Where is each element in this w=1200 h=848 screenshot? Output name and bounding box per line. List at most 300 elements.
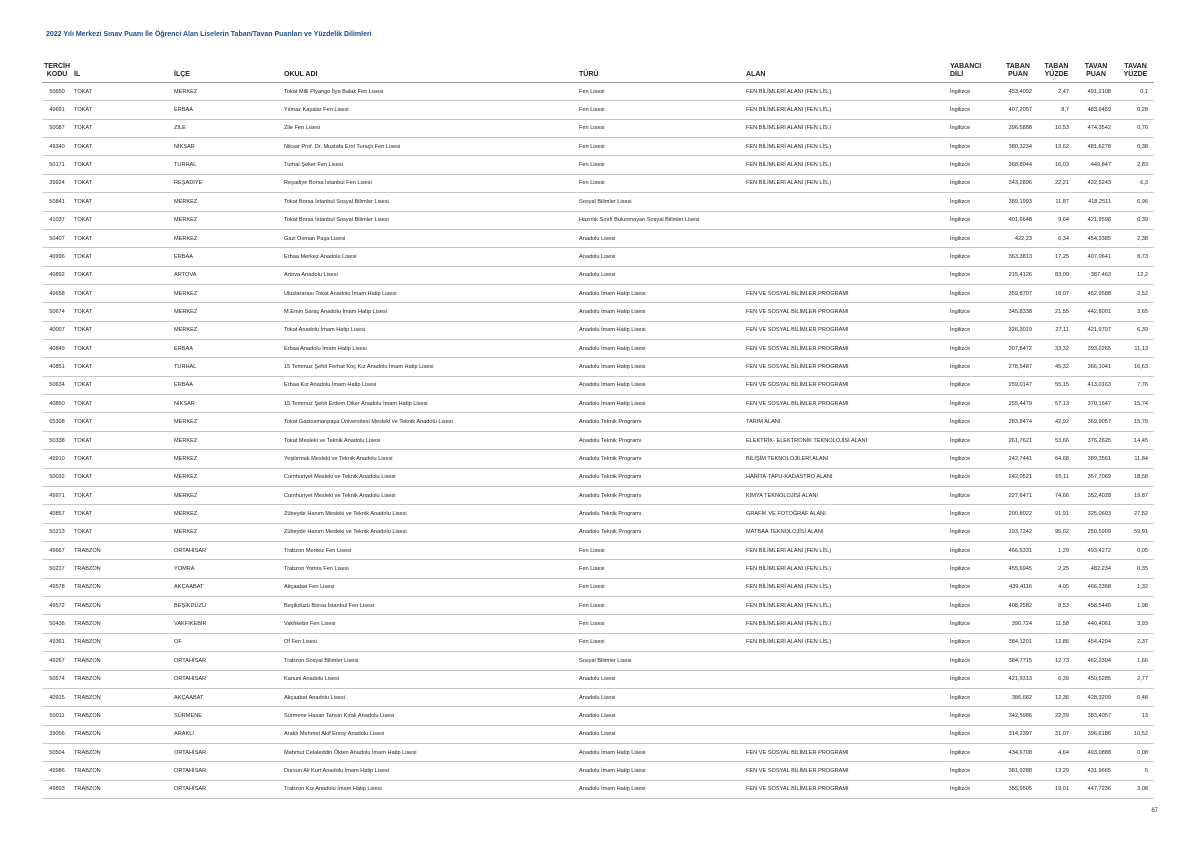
cell-taban-yuzde: 11,87 <box>1038 193 1075 211</box>
cell-il: TRABZON <box>72 670 172 688</box>
cell-alan <box>744 266 948 284</box>
cell-alan: FEN BİLİMLERİ ALANI (FEN LİS.) <box>744 578 948 596</box>
cell-alan: FEN VE SOSYAL BİLİMLER PROGRAMI <box>744 340 948 358</box>
table-row <box>42 780 1154 798</box>
table-row <box>42 119 1154 137</box>
cell-tavan-puan: 440,4061 <box>1075 615 1117 633</box>
cell-alan <box>744 688 948 706</box>
cell-turu: Anadolu Teknik Programı <box>577 486 744 504</box>
cell-tavan-puan: 466,2368 <box>1075 578 1117 596</box>
cell-yabanci-dili: İngilizce <box>948 101 998 119</box>
cell-taban-yuzde: 55,15 <box>1038 376 1075 394</box>
cell-turu: Fen Lisesi <box>577 101 744 119</box>
table-row <box>42 597 1154 615</box>
cell-ilce: AKÇAABAT <box>172 688 282 706</box>
cell-taban-yuzde: 13,62 <box>1038 138 1075 156</box>
cell-taban-puan: 242,7441 <box>998 450 1038 468</box>
cell-tercih-kodu: 39056 <box>42 725 72 743</box>
cell-alan: MATBAA TEKNOLOJİSİ ALANI <box>744 523 948 541</box>
cell-il: TOKAT <box>72 193 172 211</box>
cell-tavan-puan: 458,5446 <box>1075 597 1117 615</box>
cell-yabanci-dili: İngilizce <box>948 376 998 394</box>
cell-ilce: BEŞİKDÜZÜ <box>172 597 282 615</box>
table-row <box>42 652 1154 670</box>
cell-tavan-puan: 422,5243 <box>1075 174 1117 192</box>
table-row <box>42 248 1154 266</box>
cell-tavan-puan: 387,463 <box>1075 266 1117 284</box>
cell-alan: FEN VE SOSYAL BİLİMLER PROGRAMI <box>744 284 948 302</box>
cell-taban-puan: 386,662 <box>998 688 1038 706</box>
cell-tercih-kodu: 49910 <box>42 450 72 468</box>
cell-taban-yuzde: 1,29 <box>1038 541 1075 559</box>
cell-taban-puan: 408,2582 <box>998 597 1038 615</box>
cell-alan <box>744 652 948 670</box>
table-row <box>42 358 1154 376</box>
cell-tavan-puan: 462,2394 <box>1075 652 1117 670</box>
cell-tavan-puan: 366,1041 <box>1075 358 1117 376</box>
cell-taban-yuzde: 12,36 <box>1038 688 1075 706</box>
cell-tavan-puan: 452,9588 <box>1075 284 1117 302</box>
cell-okul-adi: Zübeyde Hanım Mesleki ve Teknik Anadolu Lisesi <box>282 505 577 523</box>
cell-yabanci-dili: İngilizce <box>948 413 998 431</box>
cell-yabanci-dili: İngilizce <box>948 652 998 670</box>
cell-il: TOKAT <box>72 450 172 468</box>
cell-taban-yuzde: 33,32 <box>1038 340 1075 358</box>
cell-ilce: MERKEZ <box>172 486 282 504</box>
cell-yabanci-dili: İngilizce <box>948 266 998 284</box>
cell-tercih-kodu: 50011 <box>42 707 72 725</box>
cell-il: TOKAT <box>72 413 172 431</box>
cell-taban-puan: 242,0521 <box>998 468 1038 486</box>
cell-taban-puan: 380,3234 <box>998 138 1038 156</box>
cell-tavan-yuzde: 2,37 <box>1117 633 1154 651</box>
cell-taban-puan: 200,8022 <box>998 505 1038 523</box>
cell-alan: TARIM ALANI <box>744 413 948 431</box>
cell-alan <box>744 725 948 743</box>
cell-tavan-puan: 357,7069 <box>1075 468 1117 486</box>
cell-il: TRABZON <box>72 688 172 706</box>
cell-taban-yuzde: 22,39 <box>1038 707 1075 725</box>
cell-alan: FEN BİLİMLERİ ALANI (FEN LİS.) <box>744 101 948 119</box>
cell-taban-yuzde: 18,07 <box>1038 284 1075 302</box>
cell-tercih-kodu: 50407 <box>42 229 72 247</box>
cell-taban-puan: 390,724 <box>998 615 1038 633</box>
cell-ilce: MERKEZ <box>172 413 282 431</box>
cell-turu: Anadolu Lisesi <box>577 707 744 725</box>
cell-ilce: ZİLE <box>172 119 282 137</box>
table-row <box>42 413 1154 431</box>
cell-taban-yuzde: 11,58 <box>1038 615 1075 633</box>
cell-turu: Anadolu Lisesi <box>577 725 744 743</box>
cell-tercih-kodu: 39924 <box>42 174 72 192</box>
cell-tavan-yuzde: 3,65 <box>1117 303 1154 321</box>
cell-tavan-yuzde: 0,35 <box>1117 560 1154 578</box>
cell-tavan-puan: 393,2265 <box>1075 340 1117 358</box>
cell-il: TOKAT <box>72 523 172 541</box>
table-row <box>42 284 1154 302</box>
table-row <box>42 266 1154 284</box>
cell-tavan-puan: 491,2108 <box>1075 83 1117 101</box>
cell-turu: Fen Lisesi <box>577 615 744 633</box>
table-body <box>42 83 1154 799</box>
cell-turu: Fen Lisesi <box>577 138 744 156</box>
cell-ilce: MERKEZ <box>172 450 282 468</box>
cell-tavan-yuzde: 0,05 <box>1117 541 1154 559</box>
cell-yabanci-dili: İngilizce <box>948 431 998 449</box>
table-row <box>42 450 1154 468</box>
cell-tercih-kodu: 50650 <box>42 83 72 101</box>
cell-ilce: ORTAHİSAR <box>172 670 282 688</box>
cell-ilce: ARTOVA <box>172 266 282 284</box>
cell-yabanci-dili: İngilizce <box>948 395 998 413</box>
cell-tavan-yuzde: 0,76 <box>1117 119 1154 137</box>
cell-taban-yuzde: 10,53 <box>1038 119 1075 137</box>
cell-turu: Anadolu İmam Hatip Lisesi <box>577 762 744 780</box>
cell-turu: Sosyal Bilimler Lisesi <box>577 193 744 211</box>
cell-tavan-puan: 493,4272 <box>1075 541 1117 559</box>
cell-taban-puan: 343,2896 <box>998 174 1038 192</box>
header-taban-puan: TABAN PUAN <box>998 56 1038 83</box>
cell-tavan-yuzde: 15,74 <box>1117 395 1154 413</box>
cell-tavan-puan: 352,4028 <box>1075 486 1117 504</box>
cell-tavan-yuzde: 3,08 <box>1117 780 1154 798</box>
cell-yabanci-dili: İngilizce <box>948 541 998 559</box>
header-turu: TÜRÜ <box>577 56 744 83</box>
cell-alan: ELEKTRİK- ELEKTRONİK TEKNOLOJİSİ ALANI <box>744 431 948 449</box>
cell-okul-adi: Tokat Mesleki ve Teknik Anadolu Lisesi <box>282 431 577 449</box>
cell-il: TOKAT <box>72 358 172 376</box>
cell-yabanci-dili: İngilizce <box>948 688 998 706</box>
header-tavan-yuzde: TAVAN YÜZDE <box>1117 56 1154 83</box>
cell-tercih-kodu: 50841 <box>42 193 72 211</box>
cell-tercih-kodu: 49691 <box>42 101 72 119</box>
cell-il: TRABZON <box>72 780 172 798</box>
header-tavan-puan: TAVAN PUAN <box>1075 56 1117 83</box>
cell-taban-yuzde: 64,68 <box>1038 450 1075 468</box>
table-row <box>42 101 1154 119</box>
cell-ilce: REŞADİYE <box>172 174 282 192</box>
cell-ilce: MERKEZ <box>172 83 282 101</box>
cell-ilce: MERKEZ <box>172 193 282 211</box>
cell-ilce: YOMRA <box>172 560 282 578</box>
cell-ilce: ORTAHİSAR <box>172 652 282 670</box>
cell-il: TOKAT <box>72 431 172 449</box>
cell-okul-adi: Erbaa Kız Anadolu İmam Hatip Lisesi <box>282 376 577 394</box>
cell-turu: Fen Lisesi <box>577 541 744 559</box>
cell-turu: Anadolu İmam Hatip Lisesi <box>577 303 744 321</box>
table-row <box>42 762 1154 780</box>
cell-turu: Fen Lisesi <box>577 156 744 174</box>
cell-taban-puan: 283,8474 <box>998 413 1038 431</box>
cell-taban-puan: 384,7715 <box>998 652 1038 670</box>
cell-tercih-kodu: 50032 <box>42 468 72 486</box>
cell-tavan-yuzde: 3,93 <box>1117 615 1154 633</box>
cell-tavan-puan: 431,9665 <box>1075 762 1117 780</box>
cell-taban-puan: 215,4126 <box>998 266 1038 284</box>
cell-tavan-yuzde: 15,79 <box>1117 413 1154 431</box>
cell-il: TRABZON <box>72 743 172 761</box>
cell-alan <box>744 229 948 247</box>
cell-tercih-kodu: 49667 <box>42 541 72 559</box>
cell-turu: Anadolu Lisesi <box>577 688 744 706</box>
cell-taban-yuzde: 8,53 <box>1038 597 1075 615</box>
cell-tavan-puan: 428,3209 <box>1075 688 1117 706</box>
cell-tavan-yuzde: 59,91 <box>1117 523 1154 541</box>
cell-turu: Anadolu Teknik Programı <box>577 468 744 486</box>
table-row <box>42 83 1154 101</box>
cell-tavan-puan: 407,0641 <box>1075 248 1117 266</box>
school-scores-table <box>42 56 1154 799</box>
cell-alan: FEN VE SOSYAL BİLİMLER PROGRAMI <box>744 376 948 394</box>
cell-taban-puan: 278,5487 <box>998 358 1038 376</box>
cell-tercih-kodu: 50574 <box>42 670 72 688</box>
table-row <box>42 486 1154 504</box>
cell-okul-adi: Zile Fen Lisesi <box>282 119 577 137</box>
cell-okul-adi: Tokat Anadolu İmam Hatip Lisesi <box>282 321 577 339</box>
cell-tavan-puan: 454,3385 <box>1075 229 1117 247</box>
table-row <box>42 229 1154 247</box>
cell-tavan-yuzde: 18,58 <box>1117 468 1154 486</box>
cell-yabanci-dili: İngilizce <box>948 633 998 651</box>
cell-il: TRABZON <box>72 541 172 559</box>
cell-alan: HARİTA-TAPU-KADASTRO ALANI <box>744 468 948 486</box>
cell-alan: GRAFİK VE FOTOĞRAF ALANI <box>744 505 948 523</box>
cell-ilce: TURHAL <box>172 156 282 174</box>
cell-alan: BİLİŞİM TEKNOLOJİLERİ ALANI <box>744 450 948 468</box>
header-row <box>42 56 1154 83</box>
cell-turu: Fen Lisesi <box>577 633 744 651</box>
cell-yabanci-dili: İngilizce <box>948 560 998 578</box>
cell-alan: KİMYA TEKNOLOJİSİ ALANI <box>744 486 948 504</box>
cell-taban-yuzde: 4,64 <box>1038 743 1075 761</box>
cell-yabanci-dili: İngilizce <box>948 303 998 321</box>
cell-taban-yuzde: 22,21 <box>1038 174 1075 192</box>
cell-tercih-kodu: 50634 <box>42 376 72 394</box>
cell-tavan-yuzde: 2,77 <box>1117 670 1154 688</box>
cell-ilce: MERKEZ <box>172 505 282 523</box>
cell-yabanci-dili: İngilizce <box>948 780 998 798</box>
cell-yabanci-dili: İngilizce <box>948 450 998 468</box>
cell-tavan-yuzde: 0,1 <box>1117 83 1154 101</box>
cell-taban-puan: 345,8338 <box>998 303 1038 321</box>
cell-tavan-yuzde: 6,96 <box>1117 193 1154 211</box>
cell-okul-adi: Mahmut Celaleddin Ökten Anadolu İmam Hatip Lisesi <box>282 743 577 761</box>
cell-yabanci-dili: İngilizce <box>948 597 998 615</box>
cell-taban-yuzde: 17,25 <box>1038 248 1075 266</box>
cell-turu: Anadolu İmam Hatip Lisesi <box>577 340 744 358</box>
cell-yabanci-dili: İngilizce <box>948 284 998 302</box>
cell-il: TOKAT <box>72 248 172 266</box>
cell-yabanci-dili: İngilizce <box>948 578 998 596</box>
cell-il: TOKAT <box>72 174 172 192</box>
cell-alan: FEN VE SOSYAL BİLİMLER PROGRAMI <box>744 395 948 413</box>
cell-tavan-yuzde: 1,32 <box>1117 578 1154 596</box>
cell-taban-yuzde: 2,47 <box>1038 83 1075 101</box>
cell-taban-yuzde: 74,66 <box>1038 486 1075 504</box>
cell-yabanci-dili: İngilizce <box>948 156 998 174</box>
cell-taban-puan: 381,9288 <box>998 762 1038 780</box>
cell-ilce: TURHAL <box>172 358 282 376</box>
cell-il: TOKAT <box>72 138 172 156</box>
cell-tavan-yuzde: 1,98 <box>1117 597 1154 615</box>
cell-tavan-puan: 325,0603 <box>1075 505 1117 523</box>
cell-taban-puan: 355,9505 <box>998 780 1038 798</box>
cell-okul-adi: Trabzon Yomra Fen Lisesi <box>282 560 577 578</box>
cell-tercih-kodu: 40892 <box>42 266 72 284</box>
cell-il: TOKAT <box>72 468 172 486</box>
cell-yabanci-dili: İngilizce <box>948 670 998 688</box>
cell-tercih-kodu: 40996 <box>42 248 72 266</box>
table-row <box>42 578 1154 596</box>
cell-ilce: ERBAA <box>172 340 282 358</box>
cell-ilce: ORTAHİSAR <box>172 780 282 798</box>
cell-tercih-kodu: 50674 <box>42 303 72 321</box>
cell-taban-puan: 342,5986 <box>998 707 1038 725</box>
cell-taban-puan: 193,7242 <box>998 523 1038 541</box>
cell-ilce: ERBAA <box>172 101 282 119</box>
cell-tercih-kodu: 49340 <box>42 138 72 156</box>
cell-tercih-kodu: 40857 <box>42 505 72 523</box>
cell-tavan-yuzde: 7,76 <box>1117 376 1154 394</box>
cell-okul-adi: Trabzon Kız Anadolu İmam Hatip Lisesi <box>282 780 577 798</box>
cell-turu: Fen Lisesi <box>577 597 744 615</box>
cell-okul-adi: Uluslararası Tokat Anadolu İmam Hatip Lisesi <box>282 284 577 302</box>
header-il: İL <box>72 56 172 83</box>
cell-tavan-yuzde: 0,28 <box>1117 101 1154 119</box>
cell-turu: Anadolu Lisesi <box>577 229 744 247</box>
cell-il: TOKAT <box>72 101 172 119</box>
cell-okul-adi: Kanuni Anadolu Lisesi <box>282 670 577 688</box>
cell-il: TRABZON <box>72 652 172 670</box>
cell-taban-yuzde: 16,03 <box>1038 156 1075 174</box>
cell-okul-adi: 15 Temmuz Şehit Erdem Diker Anadolu İmam Hatip Lisesi <box>282 395 577 413</box>
cell-tercih-kodu: 49971 <box>42 486 72 504</box>
cell-tercih-kodu: 49572 <box>42 597 72 615</box>
cell-okul-adi: Turhal Şeker Fen Lisesi <box>282 156 577 174</box>
cell-yabanci-dili: İngilizce <box>948 707 998 725</box>
cell-tavan-yuzde: 12,2 <box>1117 266 1154 284</box>
cell-okul-adi: Tokat Borsa İstanbul Sosyal Bilimler Lisesi <box>282 211 577 229</box>
cell-taban-puan: 421,9313 <box>998 670 1038 688</box>
cell-yabanci-dili: İngilizce <box>948 340 998 358</box>
cell-tavan-yuzde: 11,84 <box>1117 450 1154 468</box>
cell-alan <box>744 211 948 229</box>
cell-alan: FEN BİLİMLERİ ALANI (FEN LİS.) <box>744 156 948 174</box>
cell-taban-yuzde: 12,73 <box>1038 652 1075 670</box>
cell-taban-yuzde: 8,7 <box>1038 101 1075 119</box>
cell-ilce: ERBAA <box>172 248 282 266</box>
cell-il: TRABZON <box>72 560 172 578</box>
cell-okul-adi: Erbaa Merkez Anadolu Lisesi <box>282 248 577 266</box>
cell-tavan-yuzde: 0,38 <box>1117 138 1154 156</box>
page-number: 67 <box>1151 808 1158 814</box>
cell-alan: FEN VE SOSYAL BİLİMLER PROGRAMI <box>744 303 948 321</box>
cell-okul-adi: Zübeyde Hanım Mesleki ve Teknik Anadolu Lisesi <box>282 523 577 541</box>
cell-tavan-yuzde: 5 <box>1117 762 1154 780</box>
table-row <box>42 303 1154 321</box>
cell-alan: FEN VE SOSYAL BİLİMLER PROGRAMI <box>744 780 948 798</box>
cell-ilce: MERKEZ <box>172 431 282 449</box>
cell-il: TOKAT <box>72 229 172 247</box>
cell-tercih-kodu: 50171 <box>42 156 72 174</box>
cell-alan: FEN BİLİMLERİ ALANI (FEN LİS.) <box>744 560 948 578</box>
table-row <box>42 743 1154 761</box>
cell-turu: Anadolu Teknik Programı <box>577 523 744 541</box>
cell-tavan-yuzde: 11,13 <box>1117 340 1154 358</box>
cell-taban-puan: 326,3019 <box>998 321 1038 339</box>
cell-ilce: ARAKLI <box>172 725 282 743</box>
cell-yabanci-dili: İngilizce <box>948 174 998 192</box>
cell-taban-yuzde: 21,55 <box>1038 303 1075 321</box>
cell-turu: Fen Lisesi <box>577 560 744 578</box>
cell-ilce: ORTAHİSAR <box>172 762 282 780</box>
cell-alan: FEN VE SOSYAL BİLİMLER PROGRAMI <box>744 321 948 339</box>
cell-okul-adi: Akçaabat Anadolu Lisesi <box>282 688 577 706</box>
cell-tavan-yuzde: 0,08 <box>1117 743 1154 761</box>
cell-turu: Anadolu Lisesi <box>577 248 744 266</box>
cell-okul-adi: Yeşilırmak Mesleki ve Teknik Anadolu Lisesi <box>282 450 577 468</box>
cell-alan: FEN BİLİMLERİ ALANI (FEN LİS.) <box>744 138 948 156</box>
table-row <box>42 211 1154 229</box>
cell-alan: FEN BİLİMLERİ ALANI (FEN LİS.) <box>744 615 948 633</box>
cell-taban-puan: 407,2057 <box>998 101 1038 119</box>
table-row <box>42 174 1154 192</box>
cell-alan: FEN BİLİMLERİ ALANI (FEN LİS.) <box>744 541 948 559</box>
cell-tavan-yuzde: 14,45 <box>1117 431 1154 449</box>
cell-taban-yuzde: 2,25 <box>1038 560 1075 578</box>
cell-tercih-kodu: 50504 <box>42 743 72 761</box>
cell-tavan-puan: 418,2511 <box>1075 193 1117 211</box>
cell-alan: FEN BİLİMLERİ ALANI (FEN LİS.) <box>744 597 948 615</box>
cell-tercih-kodu: 50338 <box>42 431 72 449</box>
cell-taban-puan: 434,6708 <box>998 743 1038 761</box>
cell-tavan-yuzde: 6,39 <box>1117 211 1154 229</box>
cell-yabanci-dili: İngilizce <box>948 725 998 743</box>
cell-yabanci-dili: İngilizce <box>948 119 998 137</box>
cell-taban-puan: 396,5888 <box>998 119 1038 137</box>
cell-taban-yuzde: 57,13 <box>1038 395 1075 413</box>
cell-taban-yuzde: 83,09 <box>1038 266 1075 284</box>
cell-tercih-kodu: 40915 <box>42 688 72 706</box>
cell-taban-puan: 314,2397 <box>998 725 1038 743</box>
cell-taban-yuzde: 65,11 <box>1038 468 1075 486</box>
cell-taban-yuzde: 4,05 <box>1038 578 1075 596</box>
cell-turu: Fen Lisesi <box>577 83 744 101</box>
cell-okul-adi: Yılmaz Kayalar Fen Lisesi <box>282 101 577 119</box>
header-tercih-kodu: TERCİH KODU <box>42 56 72 83</box>
cell-ilce: NİKSAR <box>172 138 282 156</box>
cell-taban-puan: 359,8707 <box>998 284 1038 302</box>
cell-tercih-kodu: 49361 <box>42 633 72 651</box>
cell-taban-yuzde: 42,92 <box>1038 413 1075 431</box>
cell-okul-adi: Araklı Mehmet Akif Ersoy Anadolu Lisesi <box>282 725 577 743</box>
cell-il: TRABZON <box>72 762 172 780</box>
cell-yabanci-dili: İngilizce <box>948 138 998 156</box>
cell-ilce: MERKEZ <box>172 321 282 339</box>
cell-yabanci-dili: İngilizce <box>948 486 998 504</box>
cell-taban-puan: 227,6471 <box>998 486 1038 504</box>
cell-ilce: AKÇAABAT <box>172 578 282 596</box>
cell-okul-adi: Reşadiye Borsa İstanbul Fen Lisesi <box>282 174 577 192</box>
cell-turu: Anadolu Lisesi <box>577 670 744 688</box>
cell-taban-puan: 261,7621 <box>998 431 1038 449</box>
cell-il: TRABZON <box>72 615 172 633</box>
cell-okul-adi: M.Emin Saraç Anadolu İmam Hatip Lisesi <box>282 303 577 321</box>
cell-taban-yuzde: 31,07 <box>1038 725 1075 743</box>
cell-tavan-yuzde: 2,38 <box>1117 229 1154 247</box>
table-row <box>42 707 1154 725</box>
cell-taban-yuzde: 13,29 <box>1038 762 1075 780</box>
